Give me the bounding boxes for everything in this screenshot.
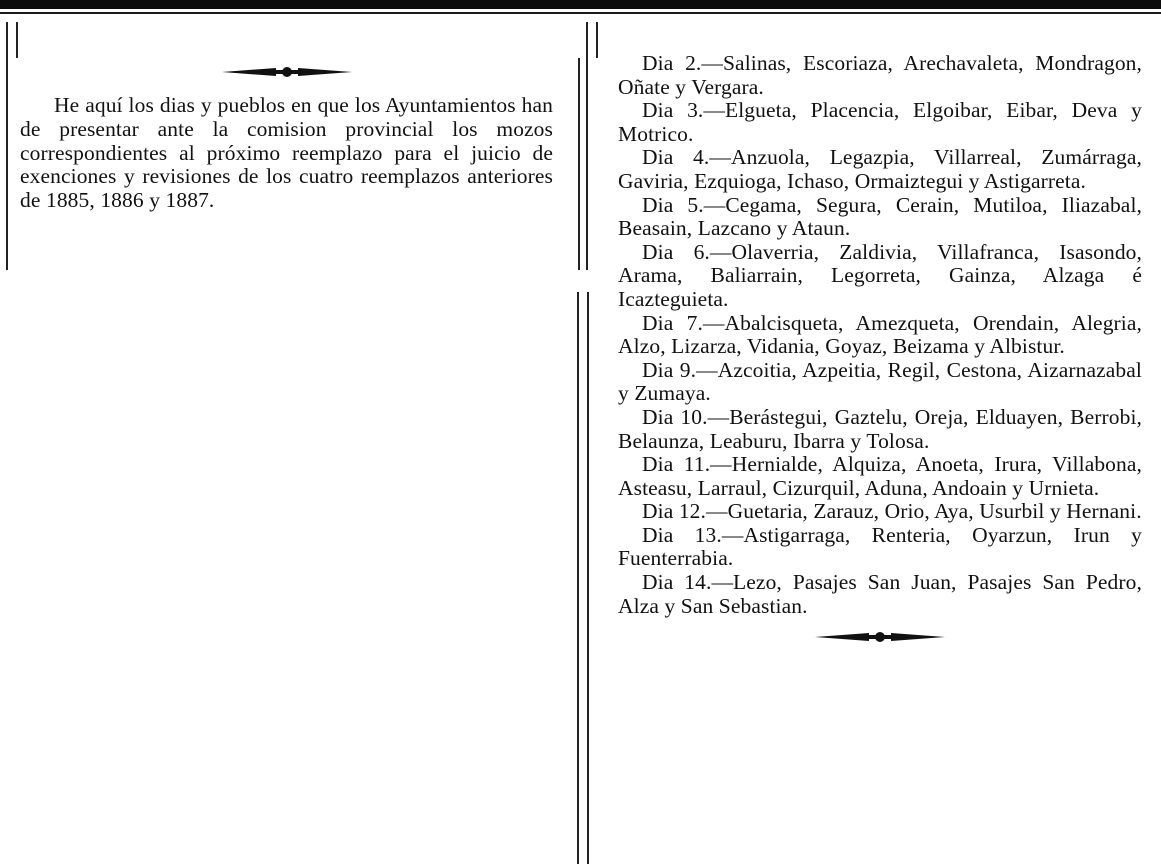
top-rule (0, 0, 1161, 9)
column-rule (596, 22, 598, 58)
column-rule (16, 22, 18, 58)
column-rule (578, 58, 580, 270)
day-entry: Dia 14.—Lezo, Pasajes San Juan, Pasajes San Pedro, Alza y San Sebastian. (618, 570, 1142, 618)
top-rule-thin (0, 12, 1161, 14)
day-entry: Dia 9.—Azcoitia, Azpeitia, Regil, Cestona, Aizarnazabal y Zumaya. (618, 357, 1142, 406)
day-entry: Dia 3.—Elgueta, Placencia, Elgoibar, Eibar, Deva y Motrico. (618, 98, 1142, 146)
day-entry: Dia 5.—Cegama, Segura, Cerain, Mutiloa, Iliazabal, Beasain, Lazcano y Ataun. (618, 192, 1142, 241)
column-rule (586, 22, 588, 270)
day-entry: Dia 12.—Guetaria, Zarauz, Orio, Aya, Usurbil y Hernani. (642, 499, 1142, 524)
column-rule (6, 22, 8, 270)
ornament-divider (222, 64, 352, 80)
column-rule (577, 292, 579, 864)
day-entry: Dia 13.—Astigarraga, Renteria, Oyarzun, Irun y Fuenterrabia. (618, 522, 1142, 571)
left-column (20, 64, 553, 213)
day-entry: Dia 10.—Berástegui, Gaztelu, Oreja, Elduayen, Berrobi, Belaunza, Leaburu, Ibarra y Tolosa. (618, 404, 1142, 453)
day-entry: Dia 11.—Hernialde, Alquiza, Anoeta, Irura, Villabona, Asteasu, Larraul, Cizurquil, Aduna, Andoain y Urnieta. (618, 452, 1142, 500)
intro-paragraph: He aquí los dias y pueblos en que los Ayuntamientos han de presentar ante la comision provincial los mozos correspondientes al próximo reemplazo para el juicio de exenciones y revisiones de los cuatro reemplazos anteriores de 1885, 1886 y 1887. (20, 93, 553, 213)
day-entry: Dia 2.—Salinas, Escoriaza, Arechavaleta, Mondragon, Oñate y Vergara. (618, 51, 1142, 99)
day-entry: Dia 7.—Abalcisqueta, Amezqueta, Orendain, Alegria, Alzo, Lizarza, Vidania, Goyaz, Beizama y Albistur. (618, 310, 1142, 359)
column-rule (587, 292, 589, 864)
day-entry: Dia 4.—Anzuola, Legazpia, Villarreal, Zumárraga, Gaviria, Ezquioga, Ichaso, Ormaiztegui y Astigarreta. (618, 145, 1142, 193)
day-entry: Dia 6.—Olaverria, Zaldivia, Villafranca, Isasondo, Arama, Baliarrain, Legorreta, Gainza, Alzaga é Icazteguieta. (618, 239, 1142, 311)
ornament-divider (815, 629, 945, 645)
right-column (618, 52, 1142, 645)
